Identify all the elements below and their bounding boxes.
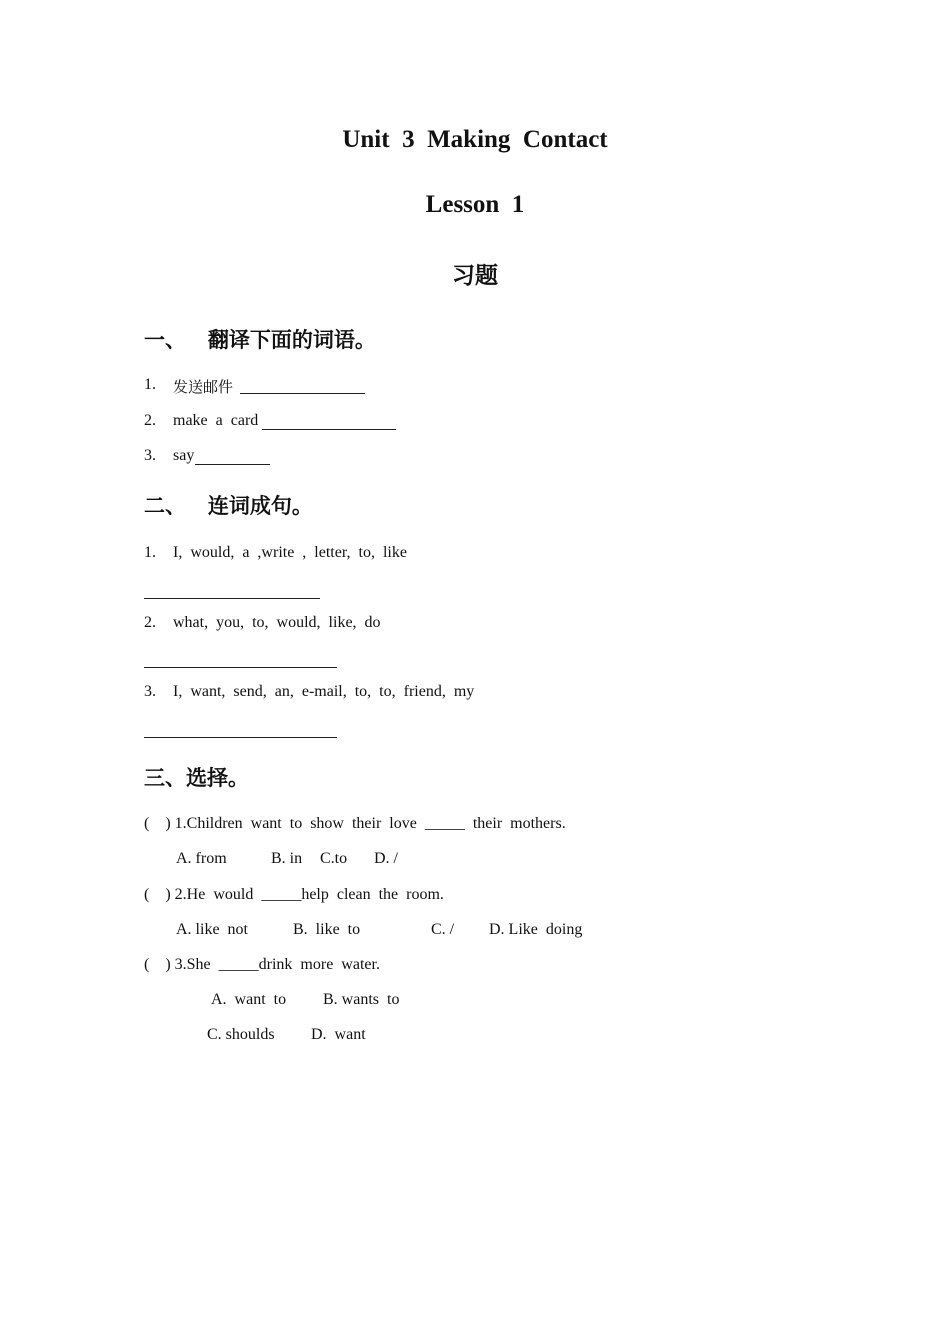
option-c: C.to bbox=[320, 850, 348, 867]
item-number: 3. bbox=[144, 447, 156, 464]
answer-blank[interactable] bbox=[195, 464, 270, 465]
answer-blank[interactable] bbox=[144, 737, 337, 738]
item-number: 1. bbox=[144, 544, 156, 561]
item-text: I, would, a ,write , letter, to, like bbox=[173, 544, 407, 561]
question-text: ( ) 1.Children want to show their love _____ their mothers. bbox=[144, 815, 566, 832]
option-b: B. wants to bbox=[323, 991, 400, 1008]
item-text: I, want, send, an, e-mail, to, to, friend, my bbox=[173, 683, 475, 700]
option-a: A. like not bbox=[176, 921, 248, 938]
item-text: say bbox=[173, 447, 195, 464]
item-text: make a card bbox=[173, 412, 259, 429]
item-text: what, you, to, would, like, do bbox=[173, 614, 381, 631]
item-text: 发送邮件 bbox=[173, 378, 234, 396]
item-number: 2. bbox=[144, 614, 156, 631]
item-number: 1. bbox=[144, 376, 156, 393]
option-a: A. from bbox=[176, 850, 227, 867]
option-a: A. want to bbox=[211, 991, 287, 1008]
lesson-title: Lesson 1 bbox=[425, 191, 525, 218]
exercise-title: 习题 bbox=[452, 263, 498, 289]
option-c: C. / bbox=[431, 921, 455, 938]
answer-blank[interactable] bbox=[262, 429, 396, 430]
section-heading: 三、选择。 bbox=[144, 766, 249, 790]
option-c: C. shoulds bbox=[207, 1026, 275, 1043]
answer-blank[interactable] bbox=[144, 598, 320, 599]
question-text: ( ) 2.He would _____help clean the room. bbox=[144, 886, 444, 903]
item-number: 2. bbox=[144, 412, 156, 429]
option-b: B. in bbox=[271, 850, 303, 867]
option-d: D. / bbox=[374, 850, 398, 867]
option-b: B. like to bbox=[293, 921, 361, 938]
answer-blank[interactable] bbox=[144, 667, 337, 668]
question-text: ( ) 3.She _____drink more water. bbox=[144, 956, 380, 973]
answer-blank[interactable] bbox=[240, 393, 365, 394]
section-heading: 二、 连词成句。 bbox=[144, 494, 313, 518]
section-heading: 一、 翻译下面的词语。 bbox=[144, 328, 376, 352]
item-number: 3. bbox=[144, 683, 156, 700]
option-d: D. Like doing bbox=[489, 921, 583, 938]
option-d: D. want bbox=[311, 1026, 366, 1043]
unit-title: Unit 3 Making Contact bbox=[342, 126, 608, 153]
